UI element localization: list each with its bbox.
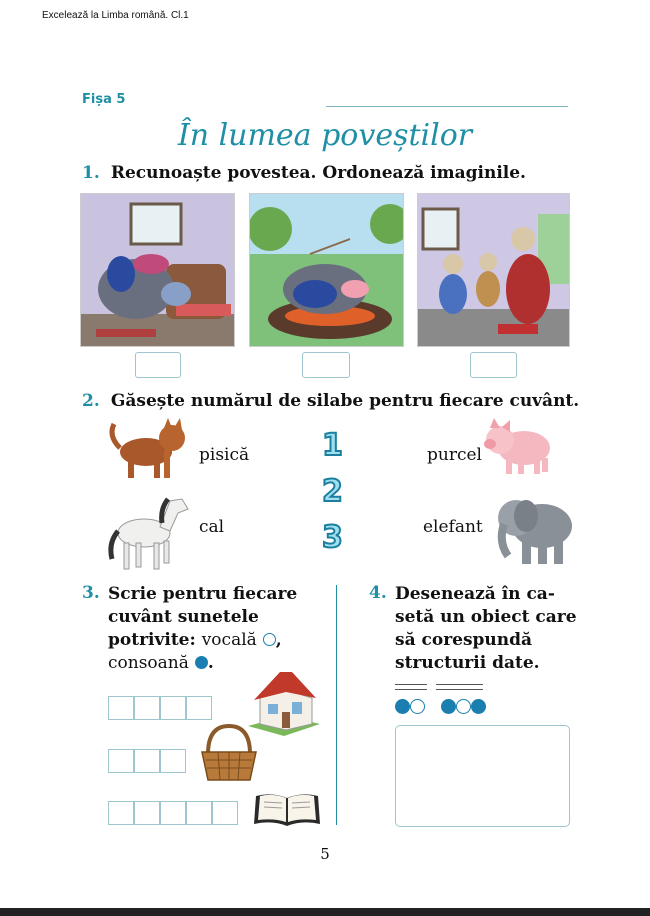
letter-box[interactable] [212, 801, 238, 825]
exercise-1-heading [82, 163, 526, 183]
syllable-line-2b [436, 689, 483, 690]
page-title: În lumea poveștilor [177, 118, 473, 153]
letter-box[interactable] [160, 749, 186, 773]
syllable-line-1 [395, 684, 427, 685]
consonant-circle-icon [395, 699, 410, 714]
exercise-2-heading [82, 391, 579, 411]
syllable-number-3: 3 [322, 520, 343, 555]
syllable-number-1: 1 [322, 428, 343, 463]
vowel-circle-icon [263, 633, 276, 646]
exercise-3-line-2: cuvânt sunetele [108, 607, 259, 627]
syllable-line-2 [436, 684, 483, 685]
exercise-4-text [395, 583, 577, 675]
basket-image [198, 724, 260, 784]
letter-box[interactable] [108, 801, 134, 825]
vowel-label: vocală [201, 630, 257, 650]
book-header: Excelează la Limba română. Cl.1 [42, 10, 189, 21]
house-letter-boxes [108, 696, 212, 720]
word-horse: cal [199, 517, 225, 537]
cat-image [106, 416, 190, 480]
comma: , [275, 630, 282, 650]
syllable-line-1b [395, 689, 427, 690]
book-image [252, 790, 322, 828]
drawing-box[interactable] [395, 725, 570, 827]
story-image-1 [80, 193, 235, 347]
letter-box[interactable] [160, 801, 186, 825]
exercise-3-line-3 [108, 629, 297, 652]
order-box-1[interactable] [135, 352, 181, 378]
exercise-2-number: 2. [82, 391, 100, 411]
exercise-3-suitable: potrivite: [108, 630, 196, 650]
vowel-circle-icon [456, 699, 471, 714]
page-number: 5 [320, 845, 330, 863]
consonant-circle-icon [441, 699, 456, 714]
order-box-2[interactable] [302, 352, 350, 378]
order-box-3[interactable] [470, 352, 517, 378]
exercise-4-line-2: setă un obiect care [395, 607, 577, 627]
letter-box[interactable] [186, 801, 212, 825]
syllable-number-2: 2 [322, 474, 343, 509]
consonant-circle-icon [195, 656, 208, 669]
letter-box[interactable] [134, 749, 160, 773]
story-image-3 [417, 193, 570, 347]
exercise-4-line-4: structurii date. [395, 653, 540, 673]
letter-box[interactable] [108, 749, 134, 773]
story-image-2 [249, 193, 404, 347]
letter-box[interactable] [186, 696, 212, 720]
sheet-label: Fișa 5 [82, 92, 126, 107]
vowel-circle-icon [410, 699, 425, 714]
name-line [326, 106, 568, 107]
period: . [207, 653, 214, 673]
exercise-4-number: 4. [369, 583, 387, 603]
exercise-1-text: Recunoaște povestea. Ordonează imaginile. [110, 163, 526, 183]
column-divider [336, 585, 337, 825]
letter-box[interactable] [134, 696, 160, 720]
exercise-4-line-3: să corespundă [395, 630, 533, 650]
basket-letter-boxes [108, 749, 186, 773]
pig-image [482, 418, 554, 476]
horse-image [108, 487, 190, 573]
consonant-label: consoană [108, 653, 189, 673]
exercise-3-number: 3. [82, 583, 100, 603]
letter-box[interactable] [160, 696, 186, 720]
letter-box[interactable] [134, 801, 160, 825]
exercise-3-text [108, 583, 297, 675]
consonant-circle-icon [471, 699, 486, 714]
sound-structure [395, 698, 486, 717]
exercise-3-line-1: Scrie pentru fiecare [108, 584, 298, 604]
word-elephant: elefant [423, 517, 483, 537]
book-letter-boxes [108, 801, 238, 825]
elephant-image [490, 490, 576, 566]
word-cat: pisică [199, 445, 250, 465]
exercise-4-line-1: Desenează în ca- [395, 584, 555, 604]
letter-box[interactable] [108, 696, 134, 720]
exercise-2-text: Găsește numărul de silabe pentru fiecare cuvânt. [110, 391, 580, 411]
word-pig: purcel [427, 445, 482, 465]
exercise-1-number: 1. [82, 163, 100, 183]
bottom-bar [0, 908, 650, 916]
